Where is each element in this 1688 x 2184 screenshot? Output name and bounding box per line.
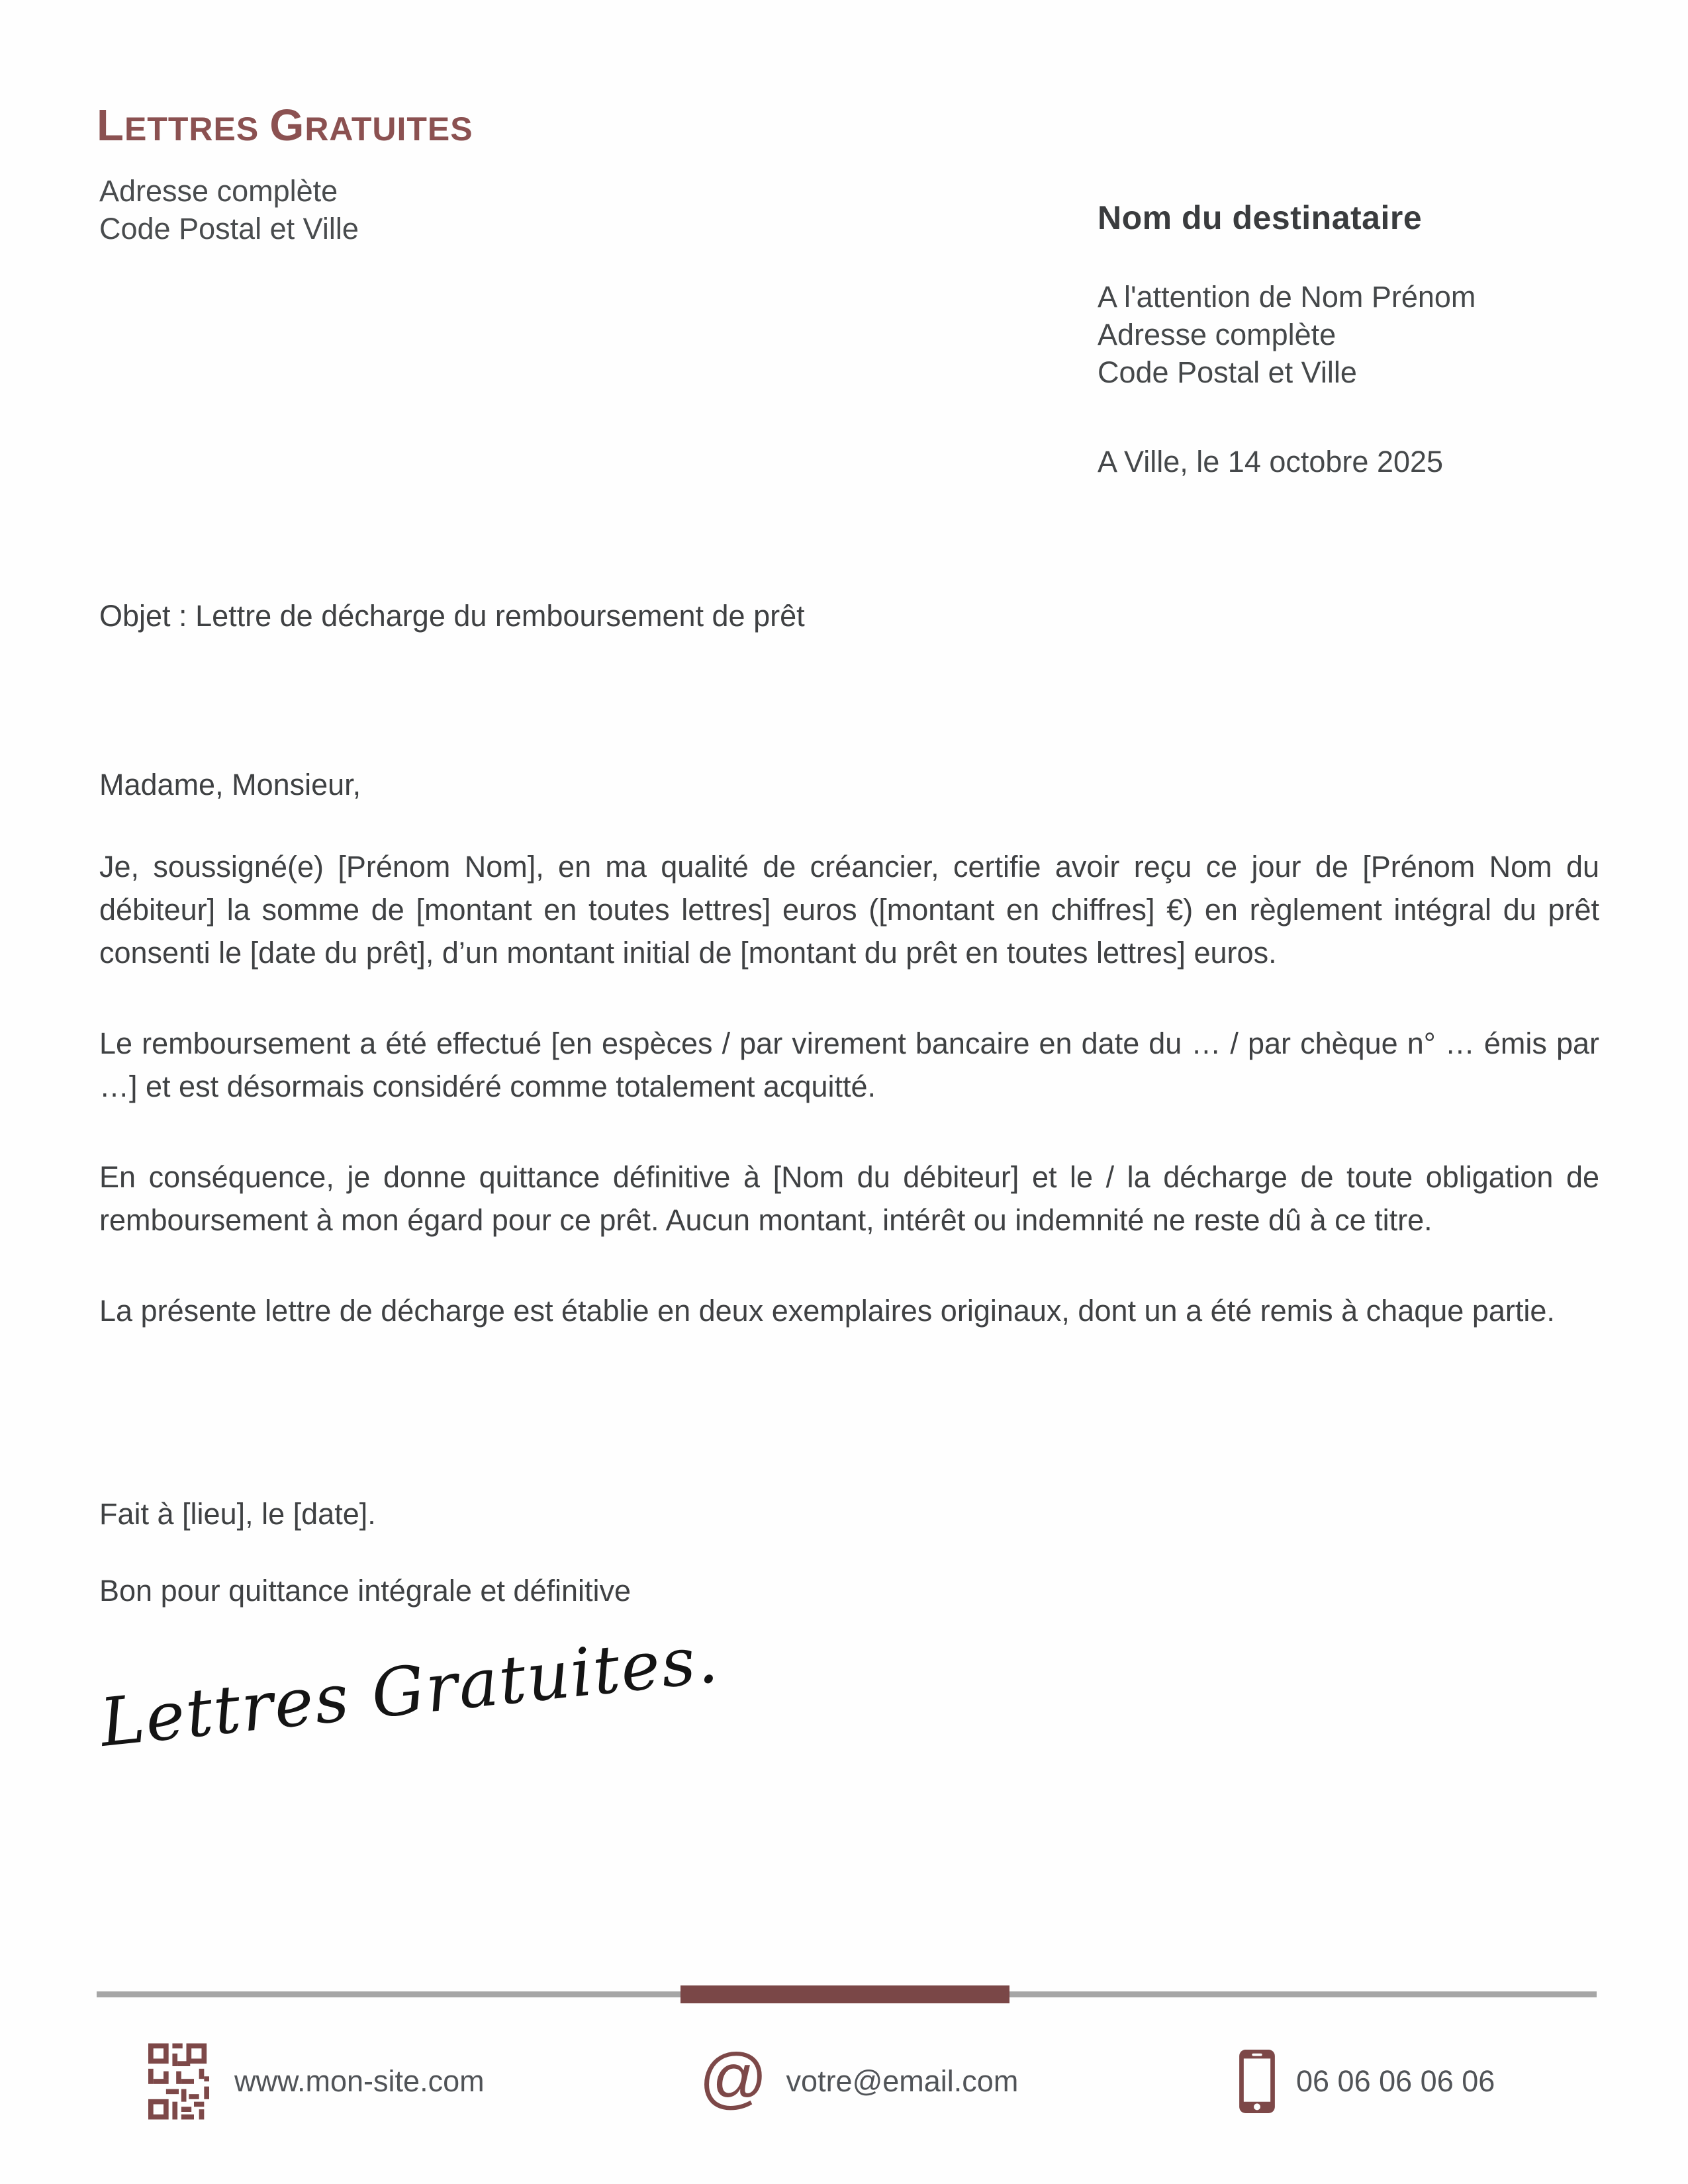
handwritten-signature: Lettres Gratuites. xyxy=(96,1619,723,1762)
email-text: votre@email.com xyxy=(786,2064,1019,2098)
body-paragraph-3: En conséquence, je donne quittance définitive à [Nom du débiteur] et le / la décharge de toute obligation de remboursement à mon égard pour ce prêt. Aucun montant, intérêt ou indemnité ne reste dû à ce titre. xyxy=(99,1160,1599,1237)
website-text: www.mon-site.com xyxy=(234,2064,485,2098)
sender-city-line: Code Postal et Ville xyxy=(99,212,359,246)
qr-code-icon xyxy=(148,2042,209,2120)
recipient-name: Nom du destinataire xyxy=(1098,199,1423,236)
footer-email xyxy=(699,2042,1018,2121)
recipient-attention-line: A l'attention de Nom Prénom xyxy=(1098,280,1476,314)
date-line: A Ville, le 14 octobre 2025 xyxy=(1098,445,1444,478)
logo-rest-2: RATUITES xyxy=(305,111,473,148)
body-paragraph-2: Le remboursement a été effectué [en espèces / par virement bancaire en date du … / par chèque n° … émis par …] et est désormais considéré comme totalement acquitté. xyxy=(99,1026,1599,1103)
subject-line: Objet : Lettre de décharge du remboursement de prêt xyxy=(99,599,805,633)
letter-body xyxy=(99,845,1599,1380)
body-paragraph-4: La présente lettre de décharge est établie en deux exemplaires originaux, dont un a été remis à chaque partie. xyxy=(99,1294,1555,1328)
email-at-icon: @ xyxy=(699,2040,768,2115)
recipient-address-line: Adresse complète xyxy=(1098,318,1336,351)
footer-phone xyxy=(1239,2042,1495,2121)
salutation: Madame, Monsieur, xyxy=(99,768,361,801)
logo-initial-2: G xyxy=(269,101,305,150)
phone-icon xyxy=(1239,2050,1275,2113)
recipient-city-line: Code Postal et Ville xyxy=(1098,355,1357,389)
footer-website xyxy=(148,2042,485,2121)
recipient-address-block xyxy=(1098,278,1476,391)
sender-address-line: Adresse complète xyxy=(99,174,338,208)
logo-initial-1: L xyxy=(97,101,124,150)
phone-text: 06 06 06 06 06 xyxy=(1296,2064,1495,2098)
body-paragraph-1: Je, soussigné(e) [Prénom Nom], en ma qualité de créancier, certifie avoir reçu ce jour de [Prénom Nom du débiteur] la somme de [montant en toutes lettres] euros ([montant en chiffres] €) en règlement intégral du prêt consenti le [date du prêt], d’un montant initial de [montant du prêt en toutes lettres] euros. xyxy=(99,850,1599,970)
company-logo xyxy=(97,103,473,148)
logo-rest-1: ETTRES xyxy=(124,111,259,148)
sender-address-block xyxy=(99,172,359,248)
place-date-line: Fait à [lieu], le [date]. xyxy=(99,1497,376,1531)
footer-accent-segment xyxy=(680,1985,1009,2003)
mention-line: Bon pour quittance intégrale et définitive xyxy=(99,1574,632,1608)
